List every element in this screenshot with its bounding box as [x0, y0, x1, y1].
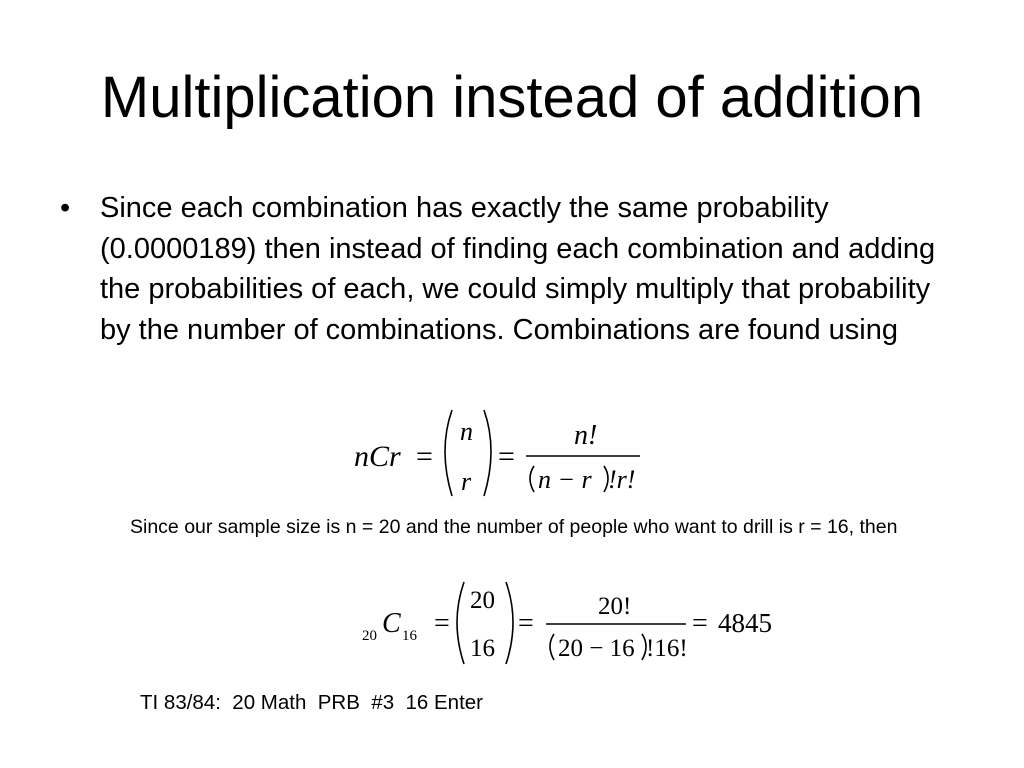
formula-equals-1: =: [416, 440, 433, 473]
denominator-inner: n − r: [538, 465, 592, 494]
example-equals-1: =: [434, 608, 450, 639]
binom-top: n: [460, 417, 473, 446]
example-equals-2: =: [518, 608, 534, 639]
denom-left-paren: [530, 466, 534, 492]
example-numerator: 20!: [598, 593, 632, 620]
example-denom-left-paren: [550, 634, 554, 660]
pre-subscript: 20: [362, 628, 377, 644]
fraction-numerator: n!: [574, 420, 598, 451]
bullet-marker: •: [60, 192, 71, 224]
formula-equals-2: =: [498, 440, 515, 473]
example-binom-left-paren: [457, 582, 464, 664]
denominator-tail: !r!: [608, 465, 636, 494]
combination-example-formula: [356, 578, 796, 670]
example-binom-top: 20: [470, 587, 495, 614]
example-binom-right-paren: [506, 582, 513, 664]
example-binom-bottom: 16: [470, 635, 495, 662]
binom-left-paren: [445, 410, 452, 496]
post-subscript: 16: [402, 628, 417, 644]
slide-title: Multiplication instead of addition: [100, 65, 924, 130]
example-denominator-tail: !16!: [646, 635, 688, 662]
sample-size-note: Since our sample size is n = 20 and the number of people who want to drill is r = 16, then: [130, 516, 898, 538]
example-equals-3: =: [692, 608, 708, 639]
bullet-text: Since each combination has exactly the same probability (0.0000189) then instead of finding each combination and adding the probabilities of each, we could simply multiply that probability by the number of combinations. Combinations are found using: [100, 192, 936, 346]
combination-formula: [340, 404, 660, 504]
binom-right-paren: [484, 410, 491, 496]
example-result: 4845: [718, 608, 772, 638]
binom-bottom: r: [461, 467, 472, 496]
combination-symbol: C: [382, 608, 401, 639]
example-denominator-inner: 20 − 16: [558, 635, 635, 662]
formula-lhs: nCr: [354, 440, 401, 473]
ti-calculator-instruction: TI 83/84: 20 Math PRB #3 16 Enter: [140, 691, 483, 714]
